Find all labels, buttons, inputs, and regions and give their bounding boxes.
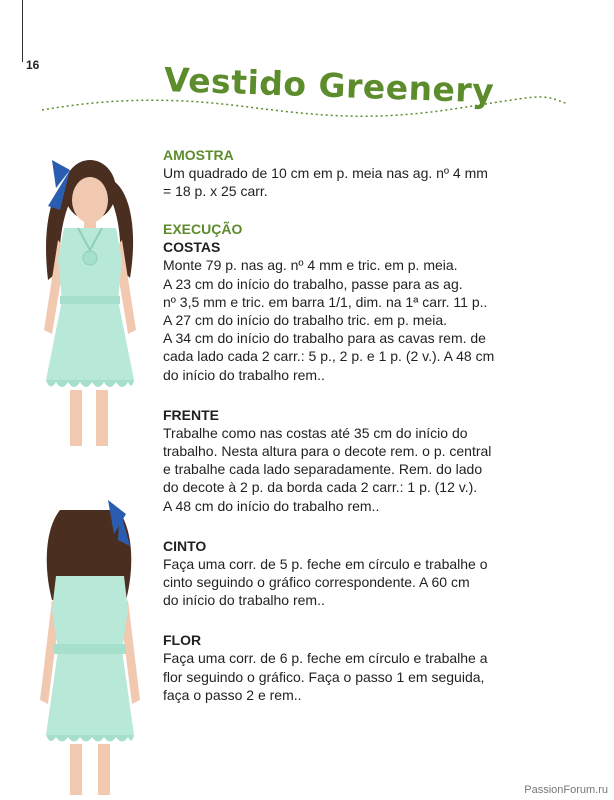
girl-front-photo <box>30 150 150 450</box>
watermark: PassionForum.ru <box>524 784 608 796</box>
section-frente <box>163 406 543 515</box>
subsection-title: FRENTE <box>163 406 219 423</box>
margin-rule <box>22 0 23 62</box>
section-text: Um quadrado de 10 cm em p. meia nas ag. nº 4 mm = 18 p. x 25 carr. <box>163 165 488 200</box>
section-text: Faça uma corr. de 6 p. feche em círculo e trabalhe a flor seguindo o gráfico. Faça o passo 1 em seguida, faça o passo 2 e rem.. <box>163 650 488 703</box>
page-number: 16 <box>26 58 40 72</box>
section-cinto <box>163 537 543 610</box>
section-flor <box>163 631 543 704</box>
instructions <box>163 146 543 704</box>
section-title: EXECUÇÃO <box>163 221 243 238</box>
girl-back-photo <box>30 500 150 795</box>
section-amostra <box>163 146 543 200</box>
section-text: Monte 79 p. nas ag. nº 4 mm e tric. em p. meia. A 23 cm do início do trabalho, passe para as ag. nº 3,5 mm e tric. em barra 1/1, dim. na 1ª carr. 11 p.. A 27 cm do início do trabalho tric. em p. meia. A 34 cm do início do trabalho para as cavas rem. de cada lado cada 2 carr.: 5 p., 2 p. e 1 p. (2 v.). A 48 cm do início do trabalho rem.. <box>163 257 495 383</box>
page-title: Vestido Greenery <box>163 60 495 111</box>
section-text: Trabalhe como nas costas até 35 cm do início do trabalho. Nesta altura para o decote rem. o p. central e trabalhe cada lado separadamente. Rem. do lado do decote à 2 p. da borda cada 2 carr.: 1 p. (12 v.). A 48 cm do início do trabalho rem.. <box>163 424 492 514</box>
section-title: AMOSTRA <box>163 147 234 163</box>
subsection-title: CINTO <box>163 537 207 554</box>
subsection-title: COSTAS <box>163 239 221 256</box>
subsection-title: FLOR <box>163 632 202 649</box>
section-text: Faça uma corr. de 5 p. feche em círculo e trabalhe o cinto seguindo o gráfico correspondente. A 60 cm do início do trabalho rem.. <box>163 555 488 609</box>
section-execucao <box>163 220 543 383</box>
